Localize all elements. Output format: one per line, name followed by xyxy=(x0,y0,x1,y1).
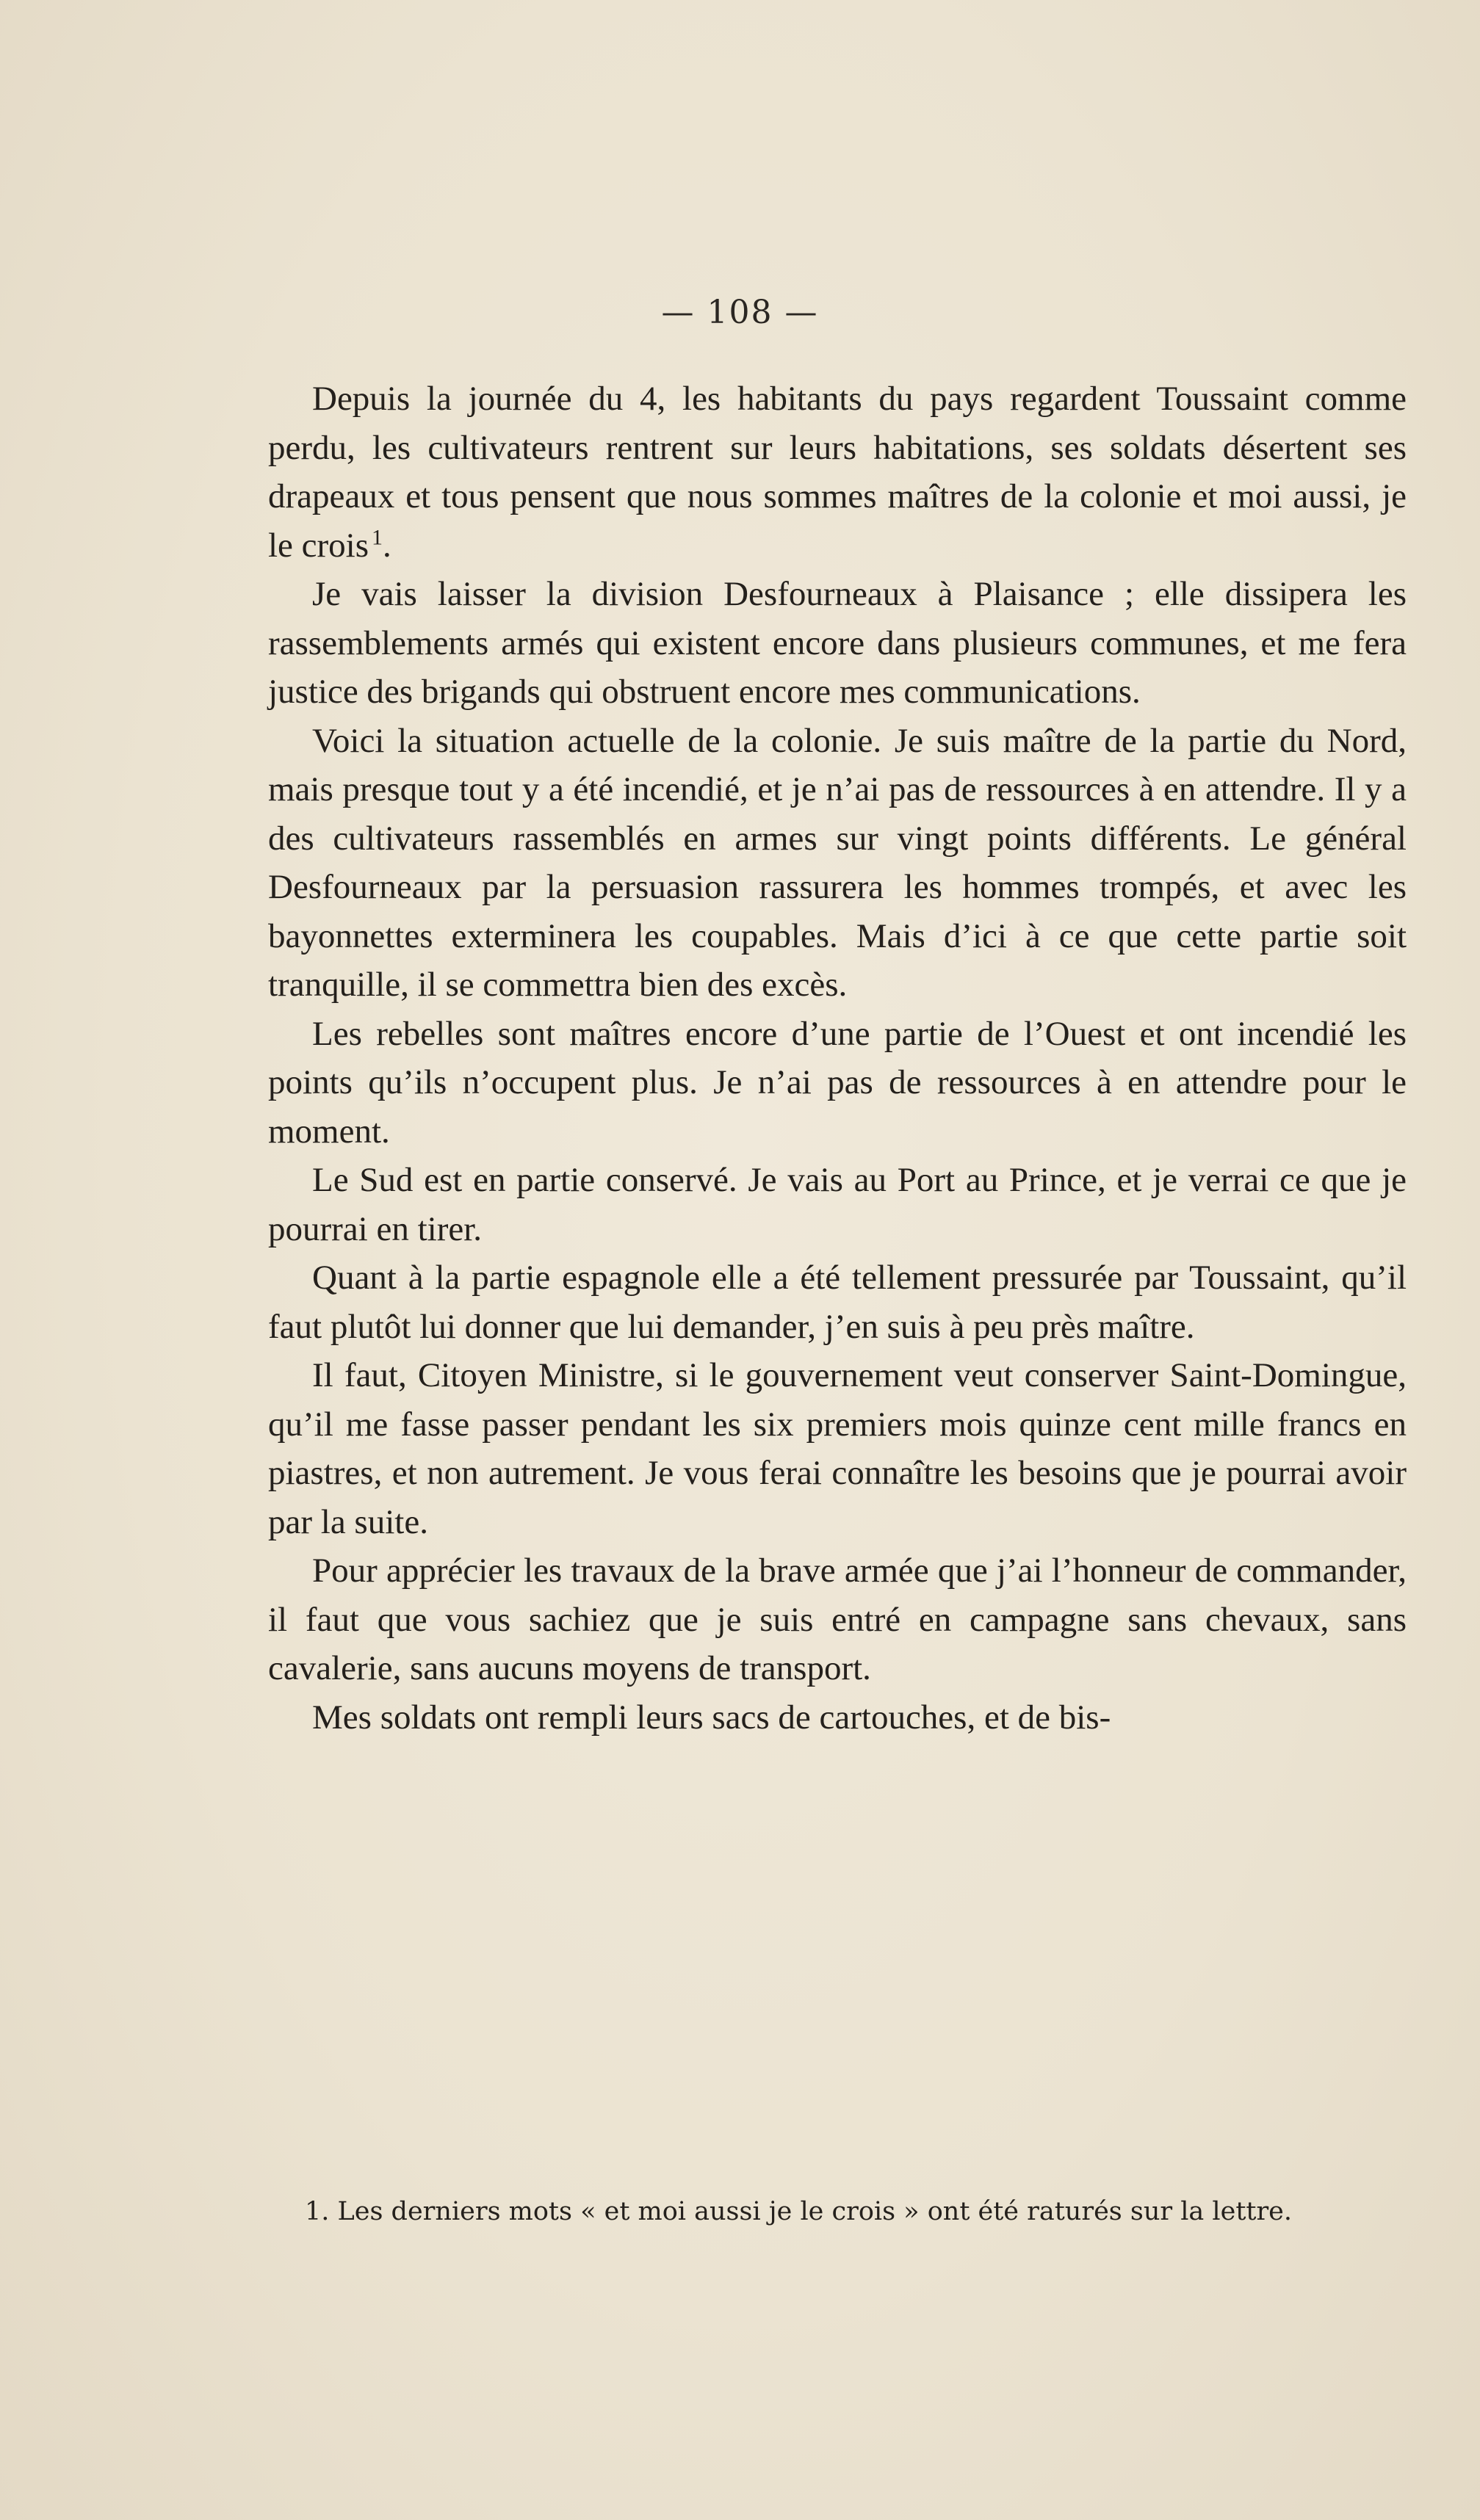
paragraph-6: Quant à la partie espagnole elle a été tellement pressurée par Toussaint, qu’il faut plutôt lui donner que lui demander, j’en suis à peu près maître. xyxy=(268,1259,1407,1346)
paragraph-7: Il faut, Citoyen Ministre, si le gouvernement veut conserver Saint-Domingue, qu’il me fasse passer pendant les six premiers mois quinze cent mille francs en piastres, et non autrement. Je vous ferai connaître les besoins que je pourrai avoir par la suite. xyxy=(268,1356,1407,1541)
page-number: — 108 — xyxy=(661,294,819,331)
paragraph-5: Le Sud est en partie conservé. Je vais au Port au Prince, et je verrai ce que je pourrai en tirer. xyxy=(268,1161,1407,1248)
paragraph-2: Je vais laisser la division Desfourneaux à Plaisance ; elle dissipera les rassemblements armés qui existent encore dans plusieurs communes, et me fera justice des brigands qui obstruent encore mes communications. xyxy=(268,575,1407,711)
paragraph-4: Les rebelles sont maîtres encore d’une partie de l’Ouest et ont incendié les points qu’ils n’occupent plus. Je n’ai pas de ressources à en attendre pour le moment. xyxy=(268,1014,1407,1151)
paragraph-text: Depuis la journée du 4, les habitants du pays regardent Toussaint comme perdu, les cultivateurs rentrent sur leurs habitations, ses soldats désertent ses drapeaux et tous pensent que nous sommes maîtres de la colonie et moi aussi, je le crois xyxy=(268,380,1407,565)
paragraph-9: Mes soldats ont rempli leurs sacs de cartouches, et de bis- xyxy=(312,1698,1111,1737)
footnote: 1. Les derniers mots « et moi aussi je le crois » ont été raturés sur la lettre. xyxy=(305,2197,1293,2226)
main-text xyxy=(268,374,1407,1742)
paragraph-8: Pour apprécier les travaux de la brave armée que j’ai l’honneur de commander, il faut que vous sachiez que je suis entré en campagne sans chevaux, sans cavalerie, sans aucuns moyens de transport. xyxy=(268,1552,1407,1687)
paragraph-3: Voici la situation actuelle de la colonie. Je suis maître de la partie du Nord, mais presque tout y a été incendié, et je n’ai pas de ressources à en attendre. Il y a des cultivateurs rassemblés en armes sur vingt points différents. Le général Desfourneaux par la persuasion rassurera les hommes trompés, et avec les bayonnettes exterminera les coupables. Mais d’ici à ce que cette partie soit tranquille, il se commettra bien des excès. xyxy=(268,721,1407,1004)
footnote-reference: 1 xyxy=(371,524,383,549)
footnote-reference-punctuation: . xyxy=(382,526,391,565)
paragraph-1 xyxy=(268,374,1407,570)
